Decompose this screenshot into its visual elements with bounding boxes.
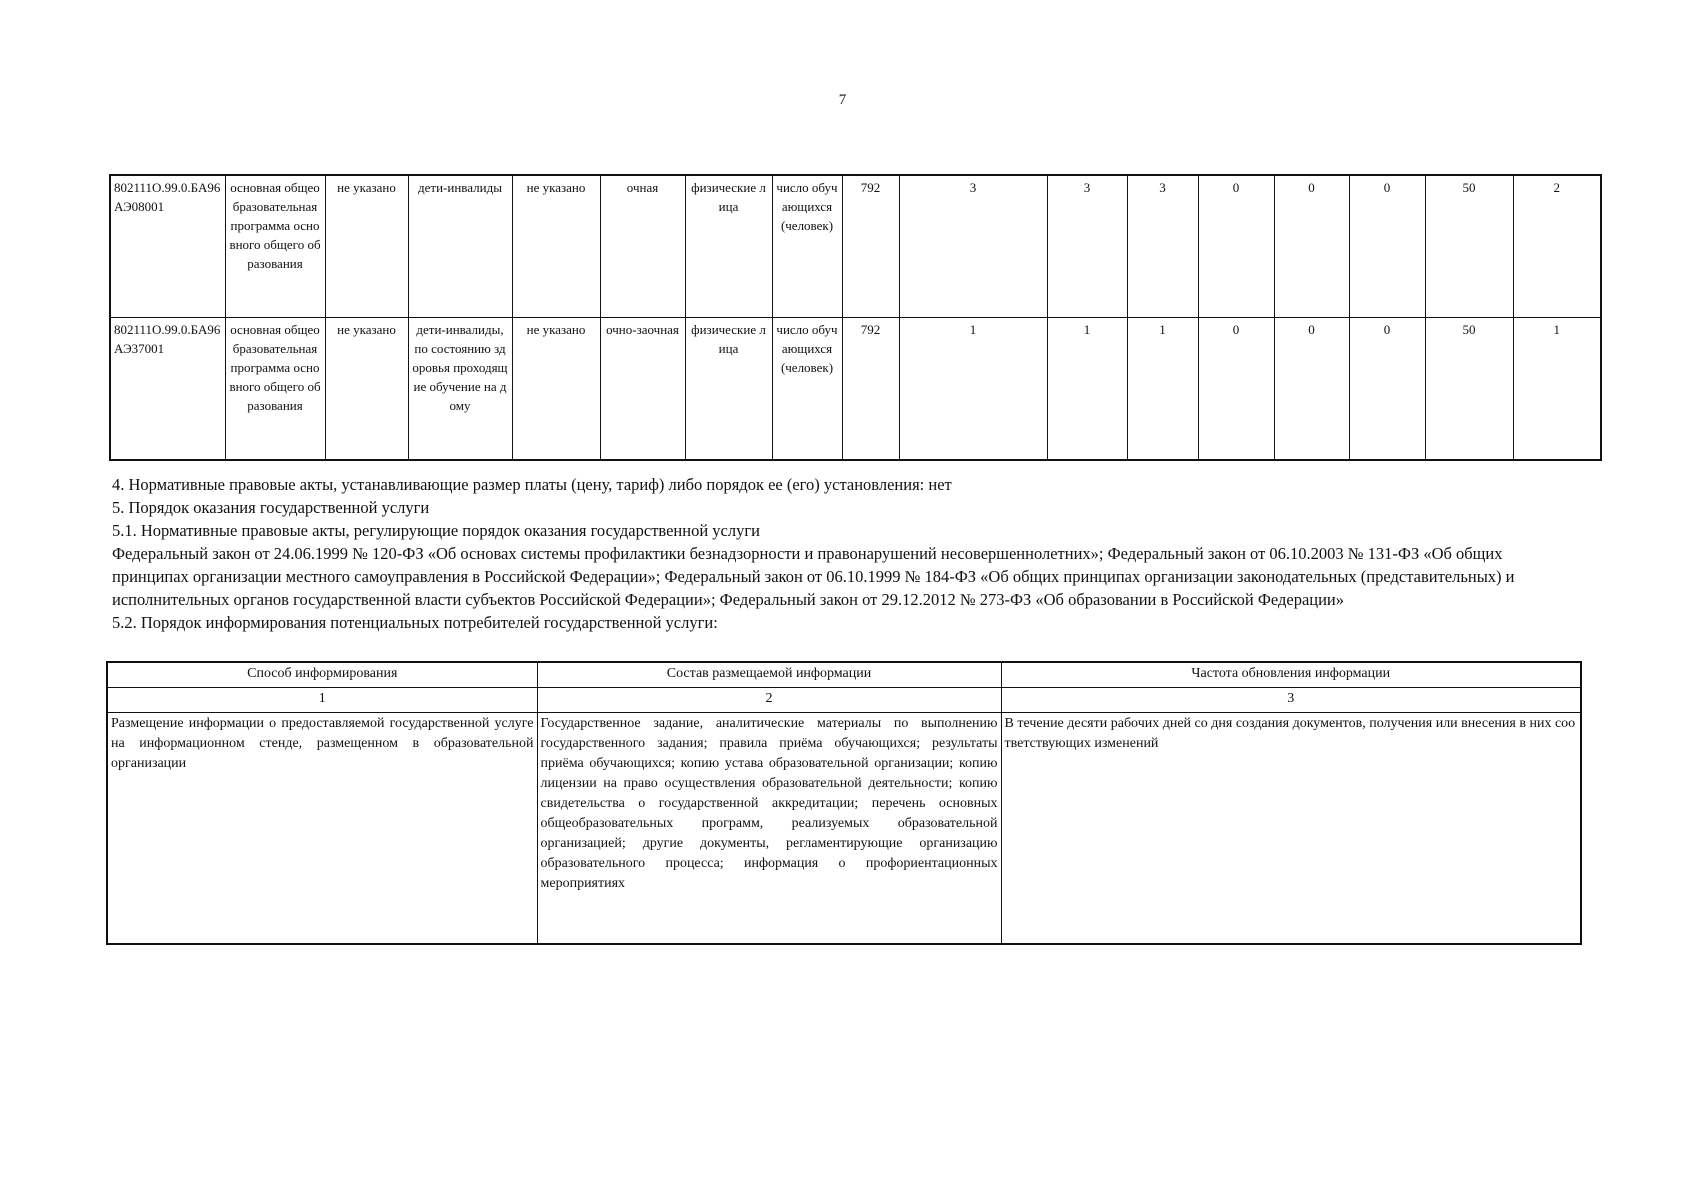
value-cell: 0 [1198, 175, 1274, 318]
column-number: 1 [107, 688, 537, 713]
okei-code: 792 [842, 318, 899, 461]
value-cell: 3 [1127, 175, 1198, 318]
column-number-row [107, 688, 1581, 713]
table-row [110, 175, 1601, 318]
value-cell: 0 [1274, 318, 1349, 461]
value-cell: 50 [1425, 318, 1513, 461]
program-name: основная общеобразовательная программа основного общего образования [225, 318, 325, 461]
table-row [110, 318, 1601, 461]
service-indicators-table [109, 174, 1602, 461]
indicator-name: число обучающихся (человек) [772, 175, 842, 318]
value-cell: 1 [899, 318, 1047, 461]
registry-code: 802111О.99.0.БА96АЭ08001 [110, 175, 225, 318]
indicator-name: число обучающихся (человек) [772, 318, 842, 461]
value-cell: 2 [1513, 175, 1601, 318]
page-number: 7 [838, 92, 847, 108]
document-sections [112, 473, 1582, 634]
section-5-2: 5.2. Порядок информирования потенциальных потребителей государственной услуги: [112, 613, 718, 632]
value-cell: 0 [1349, 175, 1425, 318]
place: не указано [512, 175, 600, 318]
section-5: 5. Порядок оказания государственной услуги [112, 498, 430, 517]
section-4: 4. Нормативные правовые акты, устанавливающие размер платы (цену, тариф) либо порядок ее (его) установления: нет [112, 475, 952, 494]
value-cell: 0 [1274, 175, 1349, 318]
table-row [107, 713, 1581, 945]
standard: не указано [325, 318, 408, 461]
value-cell: 1 [1513, 318, 1601, 461]
information-content: Государственное задание, аналитические материалы по выполнению государственного задания; правила приёма обучающихся; результаты приёма обучающихся; копию устава образовательной организации; копию лицензии на право осуществления образовательной деятельности; копию свидетельства о государственной аккредитации; перечень основных общеобразовательных программ, реализуемых образовательной организацией; другие документы, регламентирующие организацию образовательного процесса; информация о профориентационных мероприятиях [537, 713, 1001, 945]
value-cell: 0 [1349, 318, 1425, 461]
okei-code: 792 [842, 175, 899, 318]
section-5-1: 5.1. Нормативные правовые акты, регулирующие порядок оказания государственной услуги [112, 521, 760, 540]
column-number: 3 [1001, 688, 1581, 713]
informing-method: Размещение информации о предоставляемой государственной услуге на информационном стенде, размещенном в образовательной организации [107, 713, 537, 945]
section-5-1-text: Федеральный закон от 24.06.1999 № 120-ФЗ «Об основах системы профилактики безнадзорности и правонарушений несовершеннолетних»; Федеральный закон от 06.10.2003 № 131-ФЗ «Об общих принципах организации местного самоуправления в Российской Федерации»; Федеральный закон от 06.10.1999 № 184-ФЗ «Об общих принципах организации законодательных (представительных) и исполнительных органов государственной власти субъектов Российской Федерации»; Федеральный закон от 29.12.2012 № 273-ФЗ «Об образовании в Российской Федерации» [112, 544, 1515, 609]
value-cell: 3 [1047, 175, 1127, 318]
value-cell: 1 [1047, 318, 1127, 461]
column-number: 2 [537, 688, 1001, 713]
registry-code: 802111О.99.0.БА96АЭ37001 [110, 318, 225, 461]
consumers: физические лица [685, 175, 772, 318]
value-cell: 3 [899, 175, 1047, 318]
program-name: основная общеобразовательная программа основного общего образования [225, 175, 325, 318]
consumers: физические лица [685, 318, 772, 461]
place: не указано [512, 318, 600, 461]
value-cell: 0 [1198, 318, 1274, 461]
consumer-category: дети-инвалиды, по состоянию здоровья проходящие обучение на дому [408, 318, 512, 461]
informing-table [106, 661, 1582, 945]
education-form: очная [600, 175, 685, 318]
standard: не указано [325, 175, 408, 318]
column-header: Частота обновления информации [1001, 662, 1581, 688]
header-row [107, 662, 1581, 688]
value-cell: 1 [1127, 318, 1198, 461]
education-form: очно-заочная [600, 318, 685, 461]
update-frequency: В течение десяти рабочих дней со дня создания документов, получения или внесения в них соответствующих изменений [1001, 713, 1581, 945]
column-header: Состав размещаемой информации [537, 662, 1001, 688]
value-cell: 50 [1425, 175, 1513, 318]
column-header: Способ информирования [107, 662, 537, 688]
consumer-category: дети-инвалиды [408, 175, 512, 318]
